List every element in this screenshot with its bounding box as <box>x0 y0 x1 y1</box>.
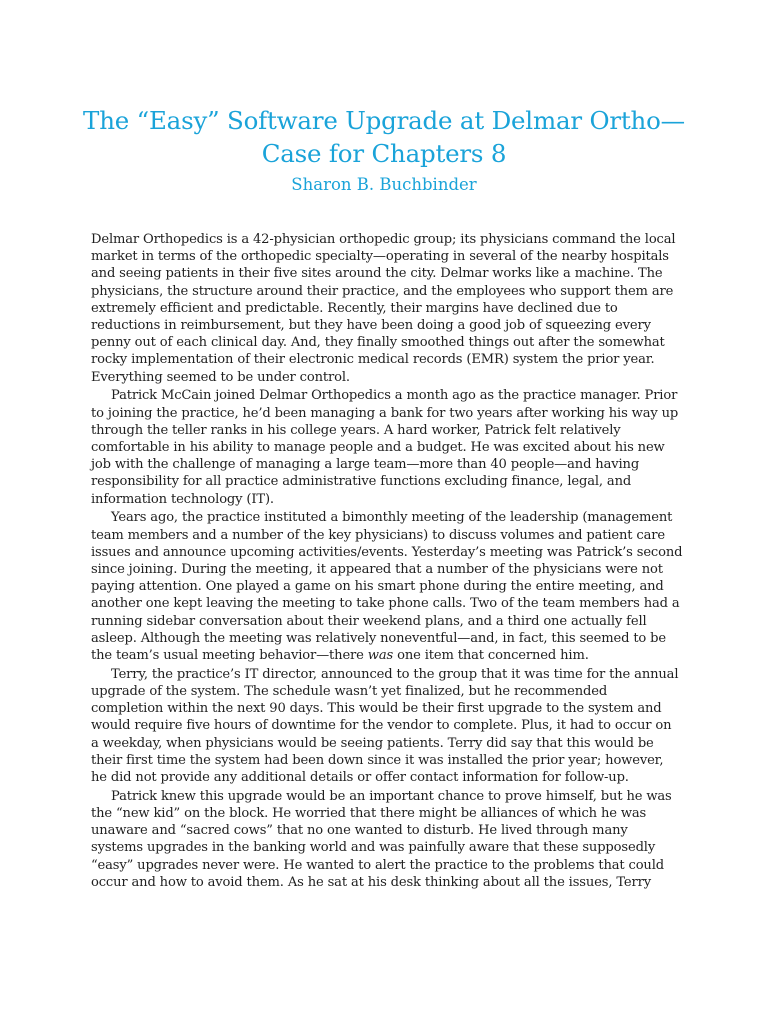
paragraph-3-text-after: one item that concerned him. <box>393 648 589 664</box>
paragraph-3-text-before: Years ago, the practice instituted a bimonthly meeting of the leadership (management team members and a number of the key physicians) to discuss volumes and patient care issues and announce upcoming activities/events. Yesterday’s meeting was Patrick’s second since joining. During the meeting, it appeared that a number of the physicians were not paying attention. One played a game on his smart phone during the entire meeting, and another one kept leaving the meeting to take phone calls. Two of the team members had a running sidebar conversation about their weekend plans, and a third one actually fell asleep. Although the meeting was relatively noneventful—and, in fact, this seemed to be the team’s usual meeting behavior—there <box>91 510 683 664</box>
paragraph-3-emphasis: was <box>367 648 394 664</box>
paragraph-1: Delmar Orthopedics is a 42-physician orthopedic group; its physicians command the local market in terms of the orthopedic specialty—operating in several of the nearby hospitals and seeing patients in their five sites around the city. Delmar works like a machine. The physicians, the structure around their practice, and the employees who support them are extremely efficient and predictable. Recently, their margins have declined due to reductions in reimbursement, but they have been doing a good job of squeezing every penny out of each clinical day. And, they finally smoothed things out after the somewhat rocky implementation of their electronic medical records (EMR) system the prior year. Everything seemed to be under control. <box>91 232 676 385</box>
paragraph-4: Terry, the practice’s IT director, announced to the group that it was time for the annual upgrade of the system. The schedule wasn’t yet finalized, but he recommended completion within the next 90 days. This would be their first upgrade to the system and would require five hours of downtime for the vendor to complete. Plus, it had to occur on a weekday, when physicians would be seeing patients. Terry did say that this would be their first time the system had been down since it was installed the prior year; however, he did not provide any additional details or offer contact information for follow-up. <box>91 666 679 786</box>
paragraph-5: Patrick knew this upgrade would be an important chance to prove himself, but he was the “new kid” on the block. He worried that there might be alliances of which he was unaware and “sacred cows” that no one wanted to disturb. He lived through many systems upgrades in the banking world and was painfully aware that these supposedly “easy” upgrades never were. He wanted to alert the practice to the problems that could occur and how to avoid them. As he sat at his desk thinking about all the issues, Terry <box>91 788 672 890</box>
title-line-2: Case for Chapters 8 <box>261 139 507 168</box>
paragraph-3 <box>91 509 683 664</box>
paragraph-2: Patrick McCain joined Delmar Orthopedics a month ago as the practice manager. Prior to joining the practice, he’d been managing a bank for two years after working his way up through the teller ranks in his college years. A hard worker, Patrick felt relatively comfortable in his ability to manage people and a budget. He was excited about his new job with the challenge of managing a large team—more than 40 people—and having responsibility for all practice administrative functions excluding finance, legal, and information technology (IT). <box>91 388 679 507</box>
author-name: Sharon B. Buchbinder <box>291 175 477 194</box>
document-title <box>60 104 708 170</box>
document-body <box>91 231 683 891</box>
title-line-1: The “Easy” Software Upgrade at Delmar Ortho— <box>83 106 685 135</box>
